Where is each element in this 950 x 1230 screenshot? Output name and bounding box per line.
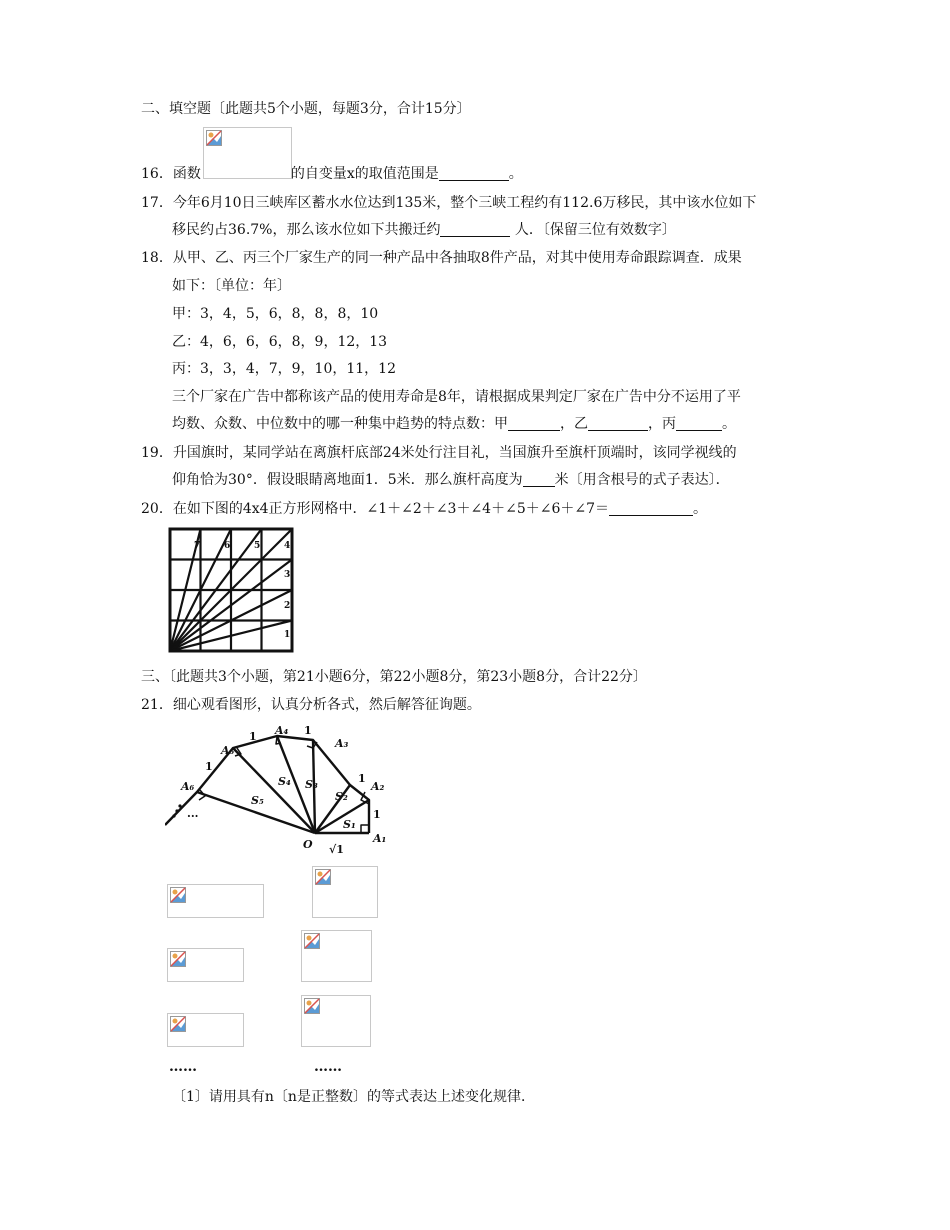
figure-ellipsis: ··· (187, 810, 199, 823)
q18-text: 。 (722, 416, 736, 432)
broken-image-icon (315, 869, 331, 885)
question-number: 17． (141, 195, 173, 211)
angle-label-3: 3 (284, 570, 291, 580)
q18-data-jia: 甲：3，4，5，6，8，8，8，10 (172, 306, 379, 322)
question-18-line-1 (141, 248, 742, 268)
broken-image-icon (304, 998, 320, 1014)
broken-image-icon (170, 1016, 186, 1032)
point-o: O (303, 838, 313, 851)
q20-text: 在如下图的4x4正方形网格中．∠1＋∠2＋∠3＋∠4＋∠5＋∠6＋∠7＝ (172, 501, 610, 517)
question-19-line-2 (172, 470, 730, 490)
broken-image-icon (170, 951, 186, 967)
question-number: 18． (141, 250, 173, 266)
formula-image (167, 1013, 244, 1047)
question-number: 19． (141, 445, 173, 461)
angle-label-4: 4 (284, 541, 291, 551)
question-17-line-2 (172, 220, 676, 240)
angle-label-7: 7 (194, 541, 201, 551)
area-s2: S₂ (335, 790, 348, 803)
area-s1: S₁ (343, 818, 356, 831)
point-a4: A₄ (275, 724, 289, 737)
answer-blank (676, 416, 722, 431)
q18-text-line-3: 三个厂家在广告中都称该产品的使用寿命是8年，请根据成果判定厂家在广告中分不运用了平 (172, 389, 741, 405)
broken-image-icon (304, 933, 320, 949)
point-a5: A₅ (221, 744, 235, 757)
grid-angle-figure (168, 527, 296, 655)
q18-data-bing: 丙：3，3，4，7，9，10，11，12 (172, 361, 396, 377)
q18-data-yi: 乙：4，6，6，6，8，9，12，13 (172, 334, 388, 350)
q20-end: 。 (693, 501, 708, 517)
side-length-a2a3: 1 (358, 772, 366, 785)
answer-blank (440, 222, 510, 237)
base-length-oa1: √1 (329, 843, 344, 856)
question-19-line-1 (141, 443, 737, 463)
point-a1: A₁ (373, 832, 387, 845)
answer-blank (588, 416, 648, 431)
q19-text: 仰角恰为30°．假设眼睛离地面1．5米．那么旗杆高度为 (172, 472, 523, 488)
q21-text: 细心观看图形，认真分析各式，然后解答征询题。 (172, 697, 481, 713)
formula-image (167, 884, 264, 918)
q17-text: 移民约占36.7%，那么该水位如下共搬迁约 (172, 222, 441, 238)
angle-label-2: 2 (284, 601, 291, 611)
ellipsis-left: …… (169, 1059, 197, 1075)
question-17-line-1 (141, 193, 756, 213)
ellipsis-right: …… (314, 1059, 342, 1075)
question-21 (141, 695, 481, 715)
point-a2: A₂ (371, 780, 385, 793)
q18-unit: 如下：〔单位：年〕 (172, 278, 291, 294)
angle-label-5: 5 (254, 541, 261, 551)
q16-end: 。 (508, 166, 523, 182)
q19-text: 米〔用含根号的式子表达〕． (554, 472, 730, 488)
q17-text: 人．〔保留三位有效数字〕 (510, 222, 676, 238)
angle-label-1: 1 (284, 630, 291, 640)
formula-image (301, 930, 372, 982)
question-20 (141, 499, 707, 519)
broken-image-icon (170, 887, 186, 903)
q18-text: 均数、众数、中位数中的哪一种集中趋势的特点数：甲 (172, 416, 508, 432)
question-16 (141, 164, 523, 184)
question-number: 21． (141, 697, 173, 713)
spiral-triangle-figure (165, 720, 390, 858)
side-length-a1a2: 1 (373, 808, 381, 821)
question-number: 20． (141, 501, 173, 517)
answer-blank (439, 166, 509, 181)
section-3-title: 三、〔此题共3个小题，第21小题6分，第22小题8分，第23小题8分，合计22分〕 (141, 669, 647, 685)
q18-text-line-4 (172, 414, 736, 434)
answer-blank (523, 472, 555, 487)
broken-image-icon (206, 130, 222, 146)
q21-part-1: 〔1〕请用具有n〔n是正整数〕的等式表达上述变化规律． (172, 1089, 535, 1105)
answer-blank (508, 416, 560, 431)
q17-text: 今年6月10日三峡库区蓄水水位达到135米，整个三峡工程约有112.6万移民，其中该水位如下 (172, 195, 757, 211)
formula-image (301, 995, 371, 1047)
formula-image (167, 948, 244, 982)
q16-text-before: 函数 (172, 166, 201, 182)
angle-label-6: 6 (224, 541, 231, 551)
q18-text: ，丙 (648, 416, 676, 432)
q18-text: ，乙 (560, 416, 588, 432)
q16-text-after: 的自变量x的取值范围是 (290, 166, 439, 182)
point-a3: A₃ (335, 737, 349, 750)
area-s3: S₃ (305, 778, 318, 791)
side-length-a5a6: 1 (205, 760, 213, 773)
point-a6: A₆ (181, 780, 195, 793)
question-number: 16． (141, 166, 173, 182)
side-length-a4a5: 1 (249, 730, 257, 743)
area-s4: S₄ (278, 775, 291, 788)
formula-image (312, 866, 378, 918)
area-s5: S₅ (251, 794, 264, 807)
section-2-title: 二、填空题〔此题共5个小题，每题3分，合计15分〕 (141, 101, 471, 117)
answer-blank (609, 501, 693, 516)
q19-text: 升国旗时，某同学站在离旗杆底部24米处行注目礼，当国旗升至旗杆顶端时，该同学视线的 (172, 445, 737, 461)
side-length-a3a4: 1 (304, 724, 312, 737)
q18-text: 从甲、乙、丙三个厂家生产的同一种产品中各抽取8件产品，对其中使用寿命跟踪调查．成果 (172, 250, 742, 266)
